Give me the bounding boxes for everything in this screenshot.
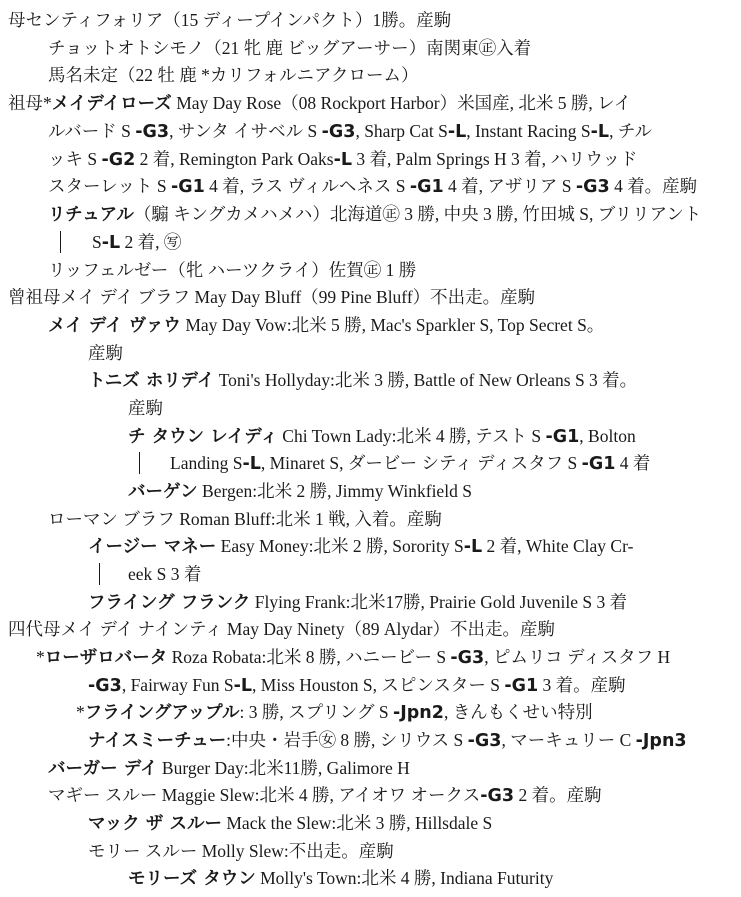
text-segment: 曾祖母メイ デイ ブラフ May Day Bluff（99 Pine Bluff）不出走。産駒	[8, 287, 536, 307]
text-segment: S	[92, 232, 102, 252]
bold-text: -G1	[170, 177, 205, 197]
text-segment: :中央・岩手㊛ 8 勝, シリウス S	[226, 730, 468, 750]
bold-text: バーガー デイ	[48, 759, 158, 779]
text-segment: Molly's Town:北米 4 勝, Indiana Futurity	[255, 868, 554, 888]
text-line	[36, 644, 670, 671]
text-line	[48, 173, 697, 200]
text-segment: 2 着, Remington Park Oaks	[135, 149, 334, 169]
bold-text: -G1	[581, 454, 616, 474]
text-line	[48, 257, 416, 284]
text-segment: Burger Day:北米11勝, Galimore H	[157, 758, 410, 778]
bold-text: ローザロバータ	[44, 648, 168, 668]
bold-text: フライング フランク	[88, 593, 251, 613]
bold-text: フライングアップル	[84, 703, 240, 723]
text-segment: : 3 勝, スプリング S	[239, 702, 393, 722]
text-segment: Flying Frank:北米17勝, Prairie Gold Juvenile S 3 着	[250, 592, 628, 612]
text-segment: 産駒	[128, 398, 163, 418]
text-segment: 馬名未定（22 牡 鹿 *カリフォルニアクローム）	[48, 65, 419, 85]
text-line	[88, 533, 633, 560]
text-segment: , Miss Houston S, スピンスター S	[252, 675, 505, 695]
text-line	[8, 616, 555, 643]
branch-bar	[60, 231, 61, 253]
text-segment: 産駒	[88, 343, 123, 363]
text-line	[128, 423, 636, 450]
text-segment: , きんもくせい特別	[443, 702, 593, 722]
text-segment: 2 着, White Clay Cr-	[482, 536, 634, 556]
bold-text: -G3	[450, 648, 485, 668]
text-line	[48, 755, 410, 782]
bold-text: チ タウン レイディ	[128, 427, 278, 447]
bold-text: モリーズ タウン	[128, 869, 256, 889]
text-segment: eek S 3 着	[128, 564, 202, 584]
text-line	[48, 62, 418, 89]
text-segment: Roza Robata:北米 8 勝, ハニービー S	[167, 647, 451, 667]
text-line	[88, 367, 637, 394]
text-segment: 4 着。産駒	[609, 176, 698, 196]
text-line	[128, 478, 472, 505]
text-segment: 4 着, ラス ヴィルヘネス S	[204, 176, 410, 196]
text-segment: 3 着, Palm Springs H 3 着, ハリウッド	[352, 149, 638, 169]
text-line	[76, 699, 593, 726]
text-line	[8, 7, 451, 34]
text-segment: リッフェルゼー（牝 ハーツクライ）佐賀㊣ 1 勝	[48, 260, 417, 280]
text-segment: チョットオトシモノ（21 牝 鹿 ビッグアーサー）南関東㊣入着	[48, 38, 532, 58]
text-line	[48, 35, 531, 62]
text-line	[8, 284, 535, 311]
text-segment: 4 着, アザリア S	[443, 176, 576, 196]
text-line	[48, 782, 602, 809]
text-segment: , ピムリコ ディスタフ H	[484, 647, 671, 667]
bold-text: -L	[590, 122, 610, 142]
text-segment: ローマン ブラフ Roman Bluff:北米 1 戦, 入着。産駒	[48, 509, 442, 529]
bold-text: -L	[333, 150, 353, 170]
text-line	[88, 340, 123, 367]
text-line	[128, 865, 553, 892]
text-segment: （騸 キングカメハメハ）北海道㊣ 3 勝, 中央 3 勝, 竹田城 S, ブリリアント	[133, 204, 702, 224]
text-line	[128, 561, 201, 588]
branch-bar	[99, 563, 100, 585]
text-line	[48, 146, 638, 173]
text-segment: , サンタ イサベル S	[169, 121, 322, 141]
bold-text: -L	[447, 122, 467, 142]
text-segment: Landing S	[170, 453, 243, 473]
bold-text: -G3	[321, 122, 356, 142]
text-line	[88, 838, 394, 865]
text-segment: , Sharp Cat S	[355, 121, 448, 141]
text-segment: , Fairway Fun S	[121, 675, 234, 695]
bold-text: -G2	[101, 150, 136, 170]
text-line	[48, 312, 604, 339]
bold-text: -G3	[135, 122, 170, 142]
text-line	[88, 672, 626, 699]
text-segment: May Day Rose（08 Rockport Harbor）米国産, 北米 5 勝, レイ	[171, 93, 632, 113]
bold-text: -G3	[575, 177, 610, 197]
bold-text: -Jpn3	[635, 731, 687, 751]
text-segment: マギー スルー Maggie Slew:北米 4 勝, アイオワ オークス	[48, 785, 481, 805]
bold-text: バーゲン	[128, 482, 198, 502]
bold-text: -G1	[504, 676, 539, 696]
text-segment: 3 着。産駒	[538, 675, 626, 695]
text-segment: *	[36, 647, 45, 667]
text-line	[88, 589, 627, 616]
text-segment: 四代母メイ デイ ナインティ May Day Ninety（89 Alydar）不出走。産駒	[8, 619, 556, 639]
bold-text: -L	[101, 233, 121, 253]
text-line	[48, 201, 701, 228]
bold-text: -G3	[467, 731, 502, 751]
bold-text: メイ デイ ヴァウ	[48, 316, 181, 336]
text-segment: 祖母*	[8, 93, 52, 113]
text-segment: , Minaret S, ダービー シティ ディスタフ S	[260, 453, 582, 473]
text-segment: モリー スルー Molly Slew:不出走。産駒	[88, 841, 394, 861]
bold-text: ナイスミーチュー	[88, 731, 227, 751]
bold-text: -G1	[545, 427, 580, 447]
text-line	[48, 506, 442, 533]
text-segment: Easy Money:北米 2 勝, Sorority S	[216, 536, 464, 556]
text-line	[170, 450, 650, 477]
bold-text: -L	[463, 537, 483, 557]
text-segment: Bergen:北米 2 勝, Jimmy Winkfield S	[197, 481, 472, 501]
branch-bar	[139, 452, 140, 474]
bold-text: -G1	[409, 177, 444, 197]
bold-text: メイデイローズ	[51, 94, 172, 114]
bold-text: -G3	[480, 786, 515, 806]
text-segment: ルバード S	[48, 121, 136, 141]
text-line	[88, 727, 687, 754]
text-segment: スターレット S	[48, 176, 171, 196]
text-segment: Mack the Slew:北米 3 勝, Hillsdale S	[222, 813, 493, 833]
text-segment: , Bolton	[579, 426, 636, 446]
bold-text: リチュアル	[48, 205, 134, 225]
bold-text: -Jpn2	[393, 703, 444, 723]
bold-text: マック ザ スルー	[88, 814, 222, 834]
text-segment: , チル	[609, 121, 652, 141]
text-line	[128, 395, 163, 422]
text-segment: 母センティフォリア（15 ディープインパクト）1勝。産駒	[8, 10, 452, 30]
text-line	[8, 90, 631, 117]
text-line	[92, 229, 181, 256]
text-segment: , マーキュリー C	[501, 730, 636, 750]
text-segment: Toni's Hollyday:北米 3 勝, Battle of New Orleans S 3 着。	[214, 370, 638, 390]
text-segment: 2 着。産駒	[514, 785, 602, 805]
text-segment: 2 着, ㊢	[120, 232, 182, 252]
text-segment: Chi Town Lady:北米 4 勝, テスト S	[277, 426, 546, 446]
bold-text: トニズ ホリデイ	[88, 371, 215, 391]
text-segment: , Instant Racing S	[466, 121, 591, 141]
text-segment: May Day Vow:北米 5 勝, Mac's Sparkler S, Top Secret S。	[180, 315, 605, 335]
bold-text: -L	[233, 676, 253, 696]
text-line	[48, 118, 652, 145]
text-line	[88, 810, 492, 837]
text-segment: ッキ S	[48, 149, 102, 169]
bold-text: -G3	[88, 676, 122, 696]
text-segment: 4 着	[615, 453, 651, 473]
bold-text: -L	[242, 454, 261, 474]
bold-text: イージー マネー	[88, 537, 217, 557]
text-segment: *	[76, 702, 85, 722]
